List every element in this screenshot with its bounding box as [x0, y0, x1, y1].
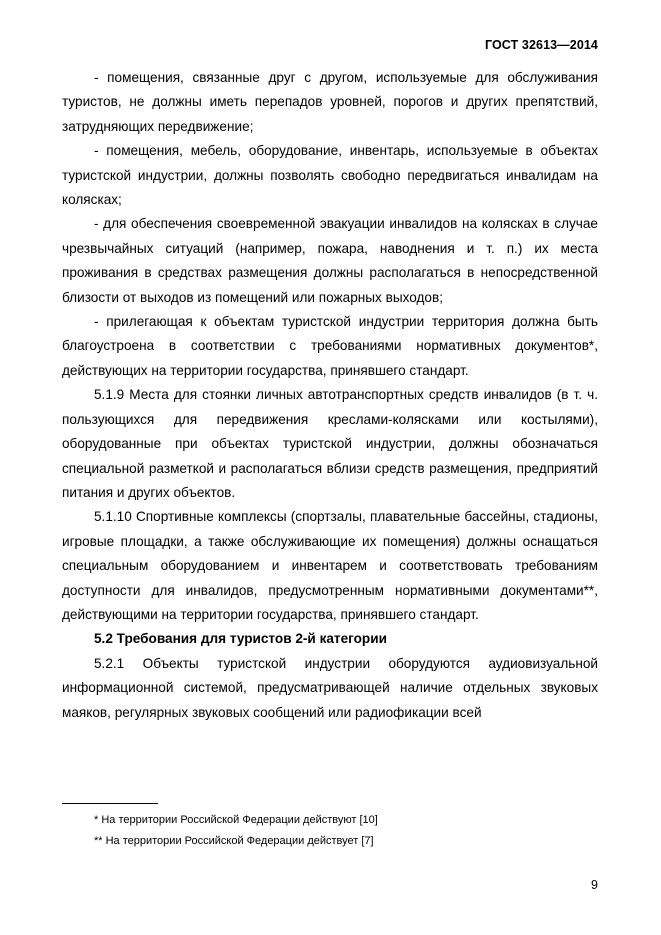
body-paragraph: - для обеспечения своевременной эвакуации инвалидов на колясках в случае чрезвычайных ситуаций (например, пожара, наводнения и т. п.) их места проживания в средствах размещения должны располагаться в непосредственной близости от выходов из помещений или пожарных выходов; [62, 216, 598, 305]
body-paragraph: - помещения, связанные друг с другом, используемые для обслуживания туристов, не должны иметь перепадов уровней, порогов и других препятствий, затрудняющих передвижение; [62, 70, 598, 134]
body-paragraph: - прилегающая к объектам туристской индустрии территория должна быть благоустроена в соответствии с требованиями нормативных документов*, действующих на территории государства, принявшего стандарт. [62, 314, 598, 378]
body-paragraph: 5.1.10 Спортивные комплексы (спортзалы, плавательные бассейны, стадионы, игровые площадки, а также обслуживающие их помещения) должны оснащаться специальным оборудованием и инвентарем и соответствовать требованиям доступности для инвалидов, предусмотренным нормативными документами**, действующими на территории государства, принявшего стандарт. [62, 509, 598, 622]
document-header-standard-code: ГОСТ 32613—2014 [484, 38, 598, 52]
page-body [62, 66, 598, 725]
footnote-separator [62, 803, 158, 804]
body-paragraph: 5.2.1 Объекты туристской индустрии оборудуются аудиовизуальной информационной системой, предусматривающей наличие отдельных звуковых маяков, регулярных звуковых сообщений или радиофикации всей [62, 655, 598, 720]
body-paragraph: 5.1.9 Места для стоянки личных автотранспортных средств инвалидов (в т. ч. пользующихся для передвижения креслами-колясками или костылями), оборудованные при объектах туристской индустрии, должны обозначаться специальной разметкой и располагаться вблизи средств размещения, предприятий питания и других объектов. [62, 387, 598, 500]
footnote: * На территории Российской Федерации действуют [10] [94, 814, 378, 826]
footnote: ** На территории Российской Федерации действует [7] [94, 835, 374, 847]
body-paragraph: - помещения, мебель, оборудование, инвентарь, используемые в объектах туристской индустрии, должны позволять свободно передвигаться инвалидам на колясках; [62, 143, 598, 208]
page-number: 9 [591, 878, 598, 892]
footnotes [94, 810, 378, 852]
section-heading: 5.2 Требования для туристов 2-й категории [94, 631, 387, 647]
